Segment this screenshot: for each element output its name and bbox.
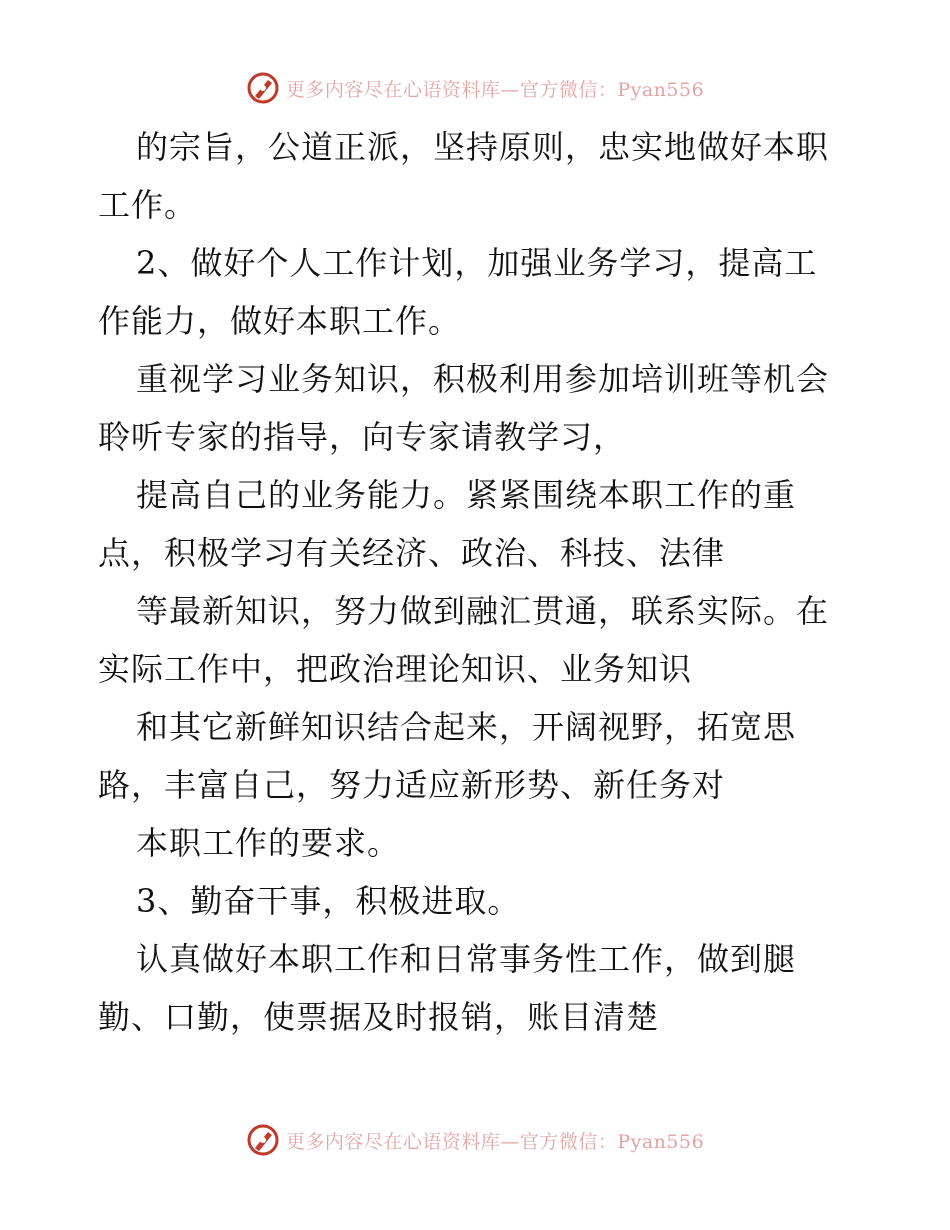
text-line: 的宗旨，公道正派，坚持原则，忠实地做好本职: [136, 128, 830, 166]
text-line: 重视学习业务知识，积极利用参加培训班等机会: [136, 360, 830, 398]
text-line: 勤、口勤，使票据及时报销，账目清楚: [98, 998, 660, 1036]
text-line: 3、勤奋干事，积极进取。: [136, 882, 521, 920]
text-line: 路，丰富自己，努力适应新形势、新任务对: [98, 766, 726, 804]
text-line: 工作。: [98, 186, 198, 224]
text-line: 作能力，做好本职工作。: [98, 302, 462, 340]
footer-watermark: [0, 1120, 950, 1160]
watermark-text: 更多内容尽在心语资料库—官方微信：Pyan556: [285, 78, 705, 101]
document-body: [98, 118, 858, 1046]
text-line: 认真做好本职工作和日常事务性工作，做到腿: [136, 940, 797, 978]
watermark-text: 更多内容尽在心语资料库—官方微信：Pyan556: [285, 1130, 705, 1153]
header-watermark: [0, 68, 950, 108]
pen-logo-icon: [246, 71, 280, 105]
text-line: 实际工作中，把政治理论知识、业务知识: [98, 650, 693, 688]
text-line: 本职工作的要求。: [136, 824, 401, 862]
text-line: 提高自己的业务能力。紧紧围绕本职工作的重: [136, 476, 797, 514]
text-line: 点，积极学习有关经济、政治、科技、法律: [98, 534, 726, 572]
pen-logo-icon: [246, 1123, 280, 1157]
text-line: 等最新知识，努力做到融汇贯通，联系实际。在: [136, 592, 830, 630]
text-line: 聆听专家的指导，向专家请教学习，: [98, 418, 627, 456]
text-line: 2、做好个人工作计划，加强业务学习，提高工: [136, 244, 818, 282]
text-line: 和其它新鲜知识结合起来，开阔视野，拓宽思: [136, 708, 797, 746]
